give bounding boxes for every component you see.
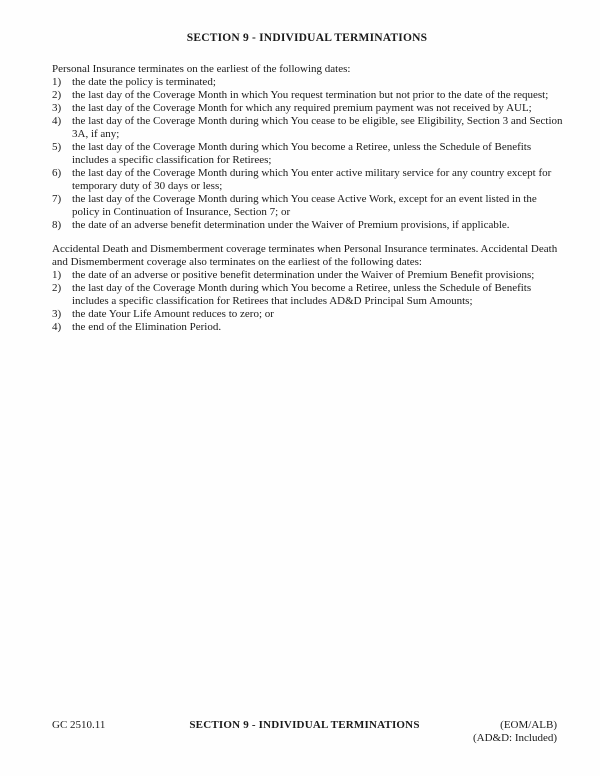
footer-section-title: SECTION 9 - INDIVIDUAL TERMINATIONS: [189, 719, 420, 731]
page-title: SECTION 9 - INDIVIDUAL TERMINATIONS: [186, 32, 428, 44]
section2-list: [52, 269, 564, 334]
item-number: 1): [52, 269, 62, 281]
footer-doc-code: GC 2510.11: [52, 719, 106, 731]
item-number: 6): [52, 167, 62, 179]
item-number: 1): [52, 76, 62, 88]
footer-tag-add-included: (AD&D: Included): [472, 732, 557, 744]
item-number: 2): [52, 282, 62, 294]
item-text: the date the policy is terminated;: [72, 76, 216, 88]
item-text: the last day of the Coverage Month during which You enter active military service for any country except for temporary duty of 30 days or less;: [72, 167, 552, 192]
item-text: the last day of the Coverage Month during which You become a Retiree, unless the Schedule of Benefits includes a specific classification for Retirees that includes AD&D Principal Sum Amounts;: [72, 282, 532, 307]
item-text: the last day of the Coverage Month in which You request termination but not prior to the date of the request;: [72, 89, 549, 101]
item-number: 3): [52, 102, 62, 114]
list-item: [52, 282, 564, 308]
footer-tags: [420, 719, 557, 745]
section2-intro: Accidental Death and Dismemberment coverage terminates when Personal Insurance terminates. Accidental Death and Dismemberment coverage also terminates on the earliest of the following dates:: [52, 243, 558, 268]
item-text: the date Your Life Amount reduces to zero; or: [72, 308, 274, 320]
item-text: the end of the Elimination Period.: [72, 321, 222, 333]
page-footer: [52, 719, 557, 745]
page-body: [52, 63, 564, 334]
item-number: 5): [52, 141, 62, 153]
list-item: [52, 321, 564, 334]
item-text: the last day of the Coverage Month during which You cease Active Work, except for an event listed in the policy in Continuation of Insurance, Section 7; or: [72, 193, 537, 218]
list-item: [52, 141, 564, 167]
list-item: [52, 219, 564, 232]
list-item: [52, 167, 564, 193]
list-item: [52, 308, 564, 321]
footer-tag-eom-alb: (EOM/ALB): [500, 719, 557, 731]
list-item: [52, 269, 564, 282]
item-number: 7): [52, 193, 62, 205]
item-number: 2): [52, 89, 62, 101]
item-text: the date of an adverse or positive benefit determination under the Waiver of Premium Benefit provisions;: [72, 269, 535, 281]
section1-intro: Personal Insurance terminates on the earliest of the following dates:: [52, 63, 351, 75]
item-number: 8): [52, 219, 62, 231]
item-text: the last day of the Coverage Month for which any required premium payment was not received by AUL;: [72, 102, 532, 114]
item-number: 3): [52, 308, 62, 320]
item-text: the last day of the Coverage Month during which You become a Retiree, unless the Schedule of Benefits includes a specific classification for Retirees;: [72, 141, 532, 166]
item-text: the last day of the Coverage Month during which You cease to be eligible, see Eligibility, Section 3 and Section 3A, if any;: [72, 115, 563, 140]
list-item: [52, 102, 564, 115]
item-number: 4): [52, 115, 62, 127]
item-text: the date of an adverse benefit determination under the Waiver of Premium provisions, if applicable.: [72, 219, 510, 231]
list-item: [52, 115, 564, 141]
section1-list: [52, 76, 564, 232]
list-item: [52, 89, 564, 102]
list-item: [52, 76, 564, 89]
item-number: 4): [52, 321, 62, 333]
list-item: [52, 193, 564, 219]
